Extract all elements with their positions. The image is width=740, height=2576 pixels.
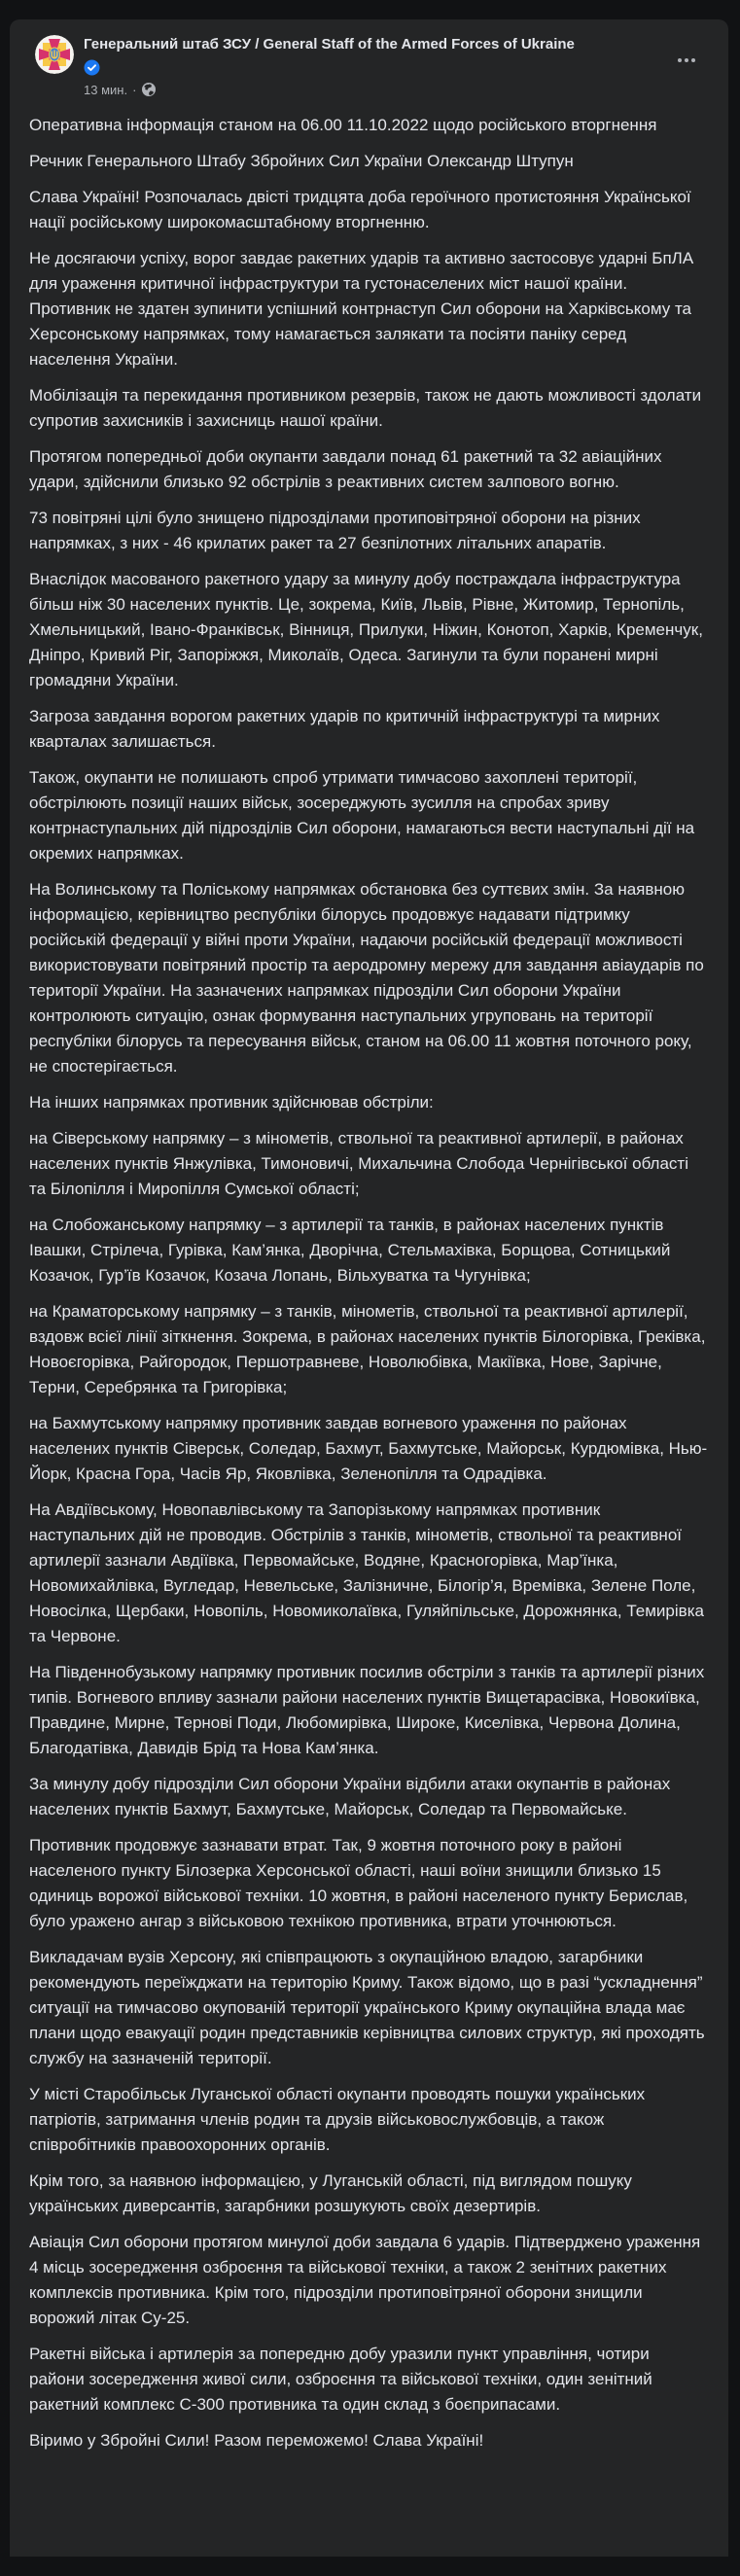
- post-paragraph: На інших напрямках противник здійснював обстріли:: [29, 1093, 434, 1112]
- post-paragraph: Загроза завдання ворогом ракетних ударів по критичній інфраструктурі та мирних кварталах залишається.: [29, 707, 660, 752]
- post-paragraph: Не досягаючи успіху, ворог завдає ракетних ударів та активно застосовує ударні БпЛА для ураження критичної інфраструктури та густонаселених міст нашої країни. Противник не здатен зупинити успішний контрнаступ Сил оборони на Харківському та Херсонському напрямках, тому намагається залякати та посіяти паніку серед населення України.: [29, 249, 694, 370]
- globe-icon: [141, 82, 157, 97]
- post-paragraph: Речник Генерального Штабу Збройних Сил України Олександр Штупун: [29, 152, 574, 171]
- meta-separator: ·: [132, 82, 137, 97]
- post-paragraph: Віримо у Збройні Сили! Разом переможемо! Слава Україні!: [29, 2431, 484, 2451]
- post-paragraph: Противник продовжує зазнавати втрат. Так, 9 жовтня поточного року в районі населеного пункту Білозерка Херсонської області, наші воїни знищили близько 15 одиниць ворожої військової техніки. 10 жовтня, в районі населеного пункту Берислав, було уражено ангар з військовою технікою противника, втрати уточнюються.: [29, 1836, 688, 1931]
- post-paragraph: У місті Старобільськ Луганської області окупанти проводять пошуки українських патріотів, затримання членів родин та друзів військовослужбовців, а також співробітників правоохоронних органів.: [29, 2085, 646, 2155]
- post-paragraph: на Сіверському напрямку – з мінометів, ствольної та реактивної артилерії, в районах населених пунктів Янжулівка, Тимоновичі, Михальчина Слобода Чернігівської області та Білопілля і Миропілля Сумської області;: [29, 1129, 688, 1199]
- post-meta: [84, 82, 670, 97]
- post-paragraph: Оперативна інформація станом на 06.00 11.10.2022 щодо російського вторгнення: [29, 116, 657, 135]
- post-paragraph: На Південнобузькому напрямку противник посилив обстріли з танків та артилерії різних типів. Вогневого впливу зазнали райони населених пунктів Вищетарасівка, Новокиївка, Правдине, Мирне, Тернові Поди, Любомирівка, Широке, Киселівка, Червона Долина, Благодатівка, Давидів Брід та Нова Кам’янка.: [29, 1663, 705, 1758]
- post-paragraph: На Волинському та Поліському напрямках обстановка без суттєвих змін. За наявною інформацією, керівництво республіки білорусь продовжує надавати підтримку російській федерації у війні проти України, надаючи російській федерації можливості використовувати повітряний простір та аеродромну мережу для завдання авіаударів по території України. На зазначених напрямках підрозділи Сил оборони України контролюють ситуацію, ознак формування наступальних угруповань на території республіки білорусь та пересування військ, станом на 06.00 11 жовтня поточного року, не спостерігається.: [29, 880, 704, 1076]
- post-paragraph: Внаслідок масованого ракетного удару за минулу добу постраждала інфраструктура більш ніж 30 населених пунктів. Це, зокрема, Київ, Львів, Рівне, Житомир, Тернопіль, Хмельницький, Івано-Франківськ, Вінниця, Прилуки, Ніжин, Конотоп, Харків, Кременчук, Дніпро, Кривий Ріг, Запоріжжя, Миколаїв, Одеса. Загинули та були поранені мирні громадяни України.: [29, 570, 703, 690]
- ellipsis-icon: [678, 58, 682, 62]
- post-paragraph: Слава Україні! Розпочалась двісті тридцята доба героїчного протистояння Української нації російському широкомасштабному вторгненню.: [29, 188, 691, 232]
- post-paragraph: 73 повітряні цілі було знищено підрозділами протиповітряної оборони на різних напрямках, з них - 46 крилатих ракет та 27 безпілотних літальних апаратів.: [29, 509, 641, 553]
- post-header: [29, 35, 709, 97]
- post-paragraph: Ракетні війська і артилерія за попередню добу уразили пункт управління, чотири райони зосередження живої сили, озброєння та військової техніки, один зенітний ракетний комплекс С-300 противника та один склад з боєприпасами.: [29, 2345, 652, 2415]
- page-name[interactable]: Генеральний штаб ЗСУ / General Staff of the Armed Forces of Ukraine: [84, 36, 575, 53]
- post-paragraph: На Авдіївському, Новопавлівському та Запорізькому напрямках противник наступальних дій не проводив. Обстрілів з танків, мінометів, ствольної та реактивної артилерії зазнали Авдіївка, Первомайське, Водяне, Красногорівка, Мар’їнка, Новомихайлівка, Вугледар, Невельське, Залізничне, Білогір’я, Времівка, Зелене Поле, Новосілка, Щербаки, Новопіль, Новомиколаївка, Гуляйпільське, Дорожнянка, Темирівка та Червоне.: [29, 1500, 704, 1646]
- header-info: [84, 35, 670, 97]
- post-paragraph: Авіація Сил оборони протягом минулої доби завдала 6 ударів. Підтверджено ураження 4 місць зосередження озброєння та військової техніки, а також 2 зенітних ракетних комплексів противника. Крім того, підрозділи протиповітряної оборони знищили ворожий літак Су-25.: [29, 2233, 701, 2328]
- post-paragraph: Також, окупанти не полишають спроб утримати тимчасово захоплені території, обстрілюють позиції наших військ, зосереджують зусилля на спробах зриву контрнаступальних дій підрозділів Сил оборони, намагаються вести наступальні дії на окремих напрямках.: [29, 768, 695, 864]
- post-card: [10, 19, 728, 2557]
- post-paragraph: на Краматорському напрямку – з танків, мінометів, ствольної та реактивної артилерії, вздовж всієї лінії зіткнення. Зокрема, в районах населених пунктів Білогорівка, Греківка, Новоєгорівка, Райгородок, Першотравневе, Новолюбівка, Макіївка, Нове, Зарічне, Терни, Серебрянка та Григорівка;: [29, 1302, 706, 1397]
- post-paragraph: Протягом попередньої доби окупанти завдали понад 61 ракетний та 32 авіаційних удари, здійснили близько 92 обстрілів з реактивних систем залпового вогню.: [29, 447, 662, 492]
- general-staff-emblem-icon: [35, 35, 74, 74]
- post-paragraph: За минулу добу підрозділи Сил оборони України відбили атаки окупантів в районах населених пунктів Бахмут, Бахмутське, Майорськ, Соледар та Первомайське.: [29, 1775, 671, 1819]
- post-timestamp[interactable]: 13 мин.: [84, 82, 128, 97]
- post-menu-button[interactable]: [672, 53, 701, 68]
- post-paragraph: Викладачам вузів Херсону, які співпрацюють з окупаційною владою, загарбники рекомендують переїжджати на територію Криму. Також відомо, що в разі “ускладнення” ситуації на тимчасово окупованій території українського Криму окупаційна влада має плани щодо евакуації родин представників керівництва силових структур, які проходять службу на зазначеній території.: [29, 1948, 705, 2068]
- post-paragraph: Мобілізація та перекидання противником резервів, також не дають можливості здолати супротив захисників і захисниць нашої країни.: [29, 386, 702, 431]
- post-body: [29, 113, 709, 2453]
- post-paragraph: Крім того, за наявною інформацією, у Луганській області, під виглядом пошуку українських диверсантів, загарбники розшукують своїх дезертирів.: [29, 2171, 632, 2216]
- page-avatar[interactable]: [35, 35, 74, 74]
- post-paragraph: на Бахмутському напрямку противник завдав вогневого ураження по районах населених пунктів Сіверськ, Соледар, Бахмут, Бахмутське, Майорськ, Курдюмівка, Нью-Йорк, Красна Гора, Часів Яр, Яковлівка, Зеленопілля та Одрадівка.: [29, 1414, 708, 1484]
- post-paragraph: на Слобожанському напрямку – з артилерії та танків, в районах населених пунктів Івашки, Стрілеча, Гурівка, Кам’янка, Дворічна, Стельмахівка, Борщова, Сотницький Козачок, Гур’їв Козачок, Козача Лопань, Вільхуватка та Чугунівка;: [29, 1216, 671, 1286]
- badge-row: [84, 59, 670, 76]
- verified-badge-icon: [84, 59, 670, 76]
